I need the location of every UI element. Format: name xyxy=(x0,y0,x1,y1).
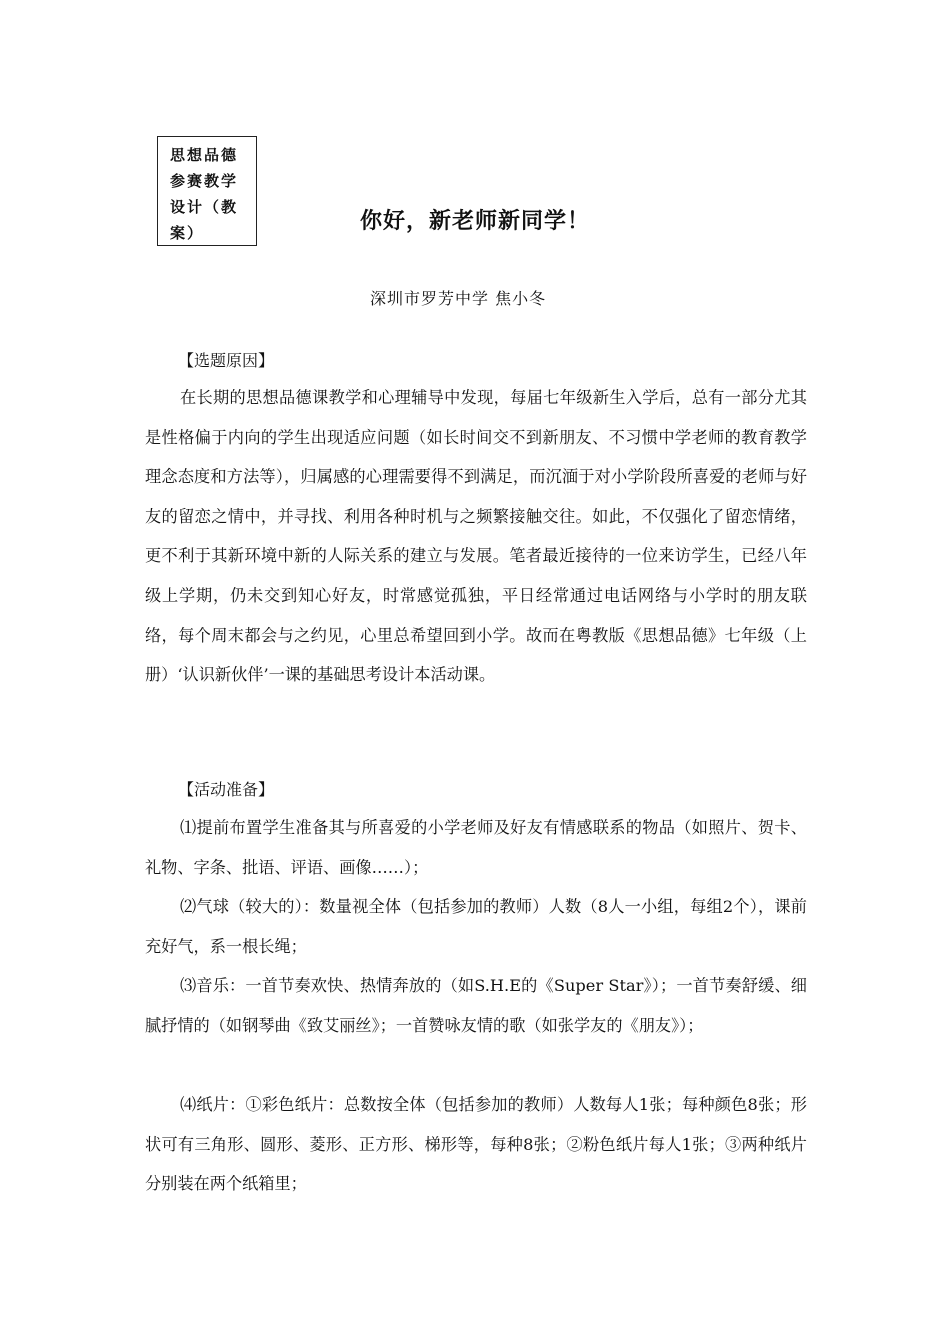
document-category-label: 思想品德参赛教学设计（教案） xyxy=(157,136,257,246)
author-line: 深圳市罗芳中学 焦小冬 xyxy=(370,289,547,308)
section-heading-activity-prep: 【活动准备】 xyxy=(178,780,275,799)
prep-item-4: ⑷纸片：①彩色纸片：总数按全体（包括参加的教师）人数每人1张；每种颜色8张；形状可有三角形、圆形、菱形、正方形、梯形等，每种8张；②粉色纸片每人1张；③两种纸片分别装在两个纸箱里； xyxy=(145,1095,807,1194)
topic-reason-paragraph: 在长期的思想品德课教学和心理辅导中发现，每届七年级新生入学后，总有一部分尤其是性格偏于内向的学生出现适应问题（如长时间交不到新朋友、不习惯中学老师的教育教学理念态度和方法等），归属感的心理需要得不到满足，而沉湎于对小学阶段所喜爱的老师与好友的留恋之情中，并寻找、利用各种时机与之频繁接触交往。如此，不仅强化了留恋情绪，更不利于其新环境中新的人际关系的建立与发展。笔者最近接待的一位来访学生，已经八年级上学期，仍未交到知心好友，时常感觉孤独，平日经常通过电话网络与小学时的朋友联络，每个周末都会与之约见，心里总希望回到小学。故而在粤教版《思想品德》七年级（上册）‘认识新伙伴’一课的基础思考设计本活动课。 xyxy=(145,388,807,685)
prep-item-3: ⑶音乐：一首节奏欢快、热情奔放的（如S.H.E的《Super Star》）；一首节奏舒缓、细腻抒情的（如钢琴曲《致艾丽丝》；一首赞咏友情的歌（如张学友的《朋友》）； xyxy=(145,976,807,1035)
document-title: 你好，新老师新同学！ xyxy=(360,209,591,234)
section-heading-topic-reason: 【选题原因】 xyxy=(178,351,275,370)
prep-item-2: ⑵气球（较大的）：数量视全体（包括参加的教师）人数（8人一小组，每组2个），课前充好气，系一根长绳； xyxy=(145,897,807,956)
prep-item-1: ⑴提前布置学生准备其与所喜爱的小学老师及好友有情感联系的物品（如照片、贺卡、礼物、字条、批语、评语、画像……）； xyxy=(145,818,807,877)
